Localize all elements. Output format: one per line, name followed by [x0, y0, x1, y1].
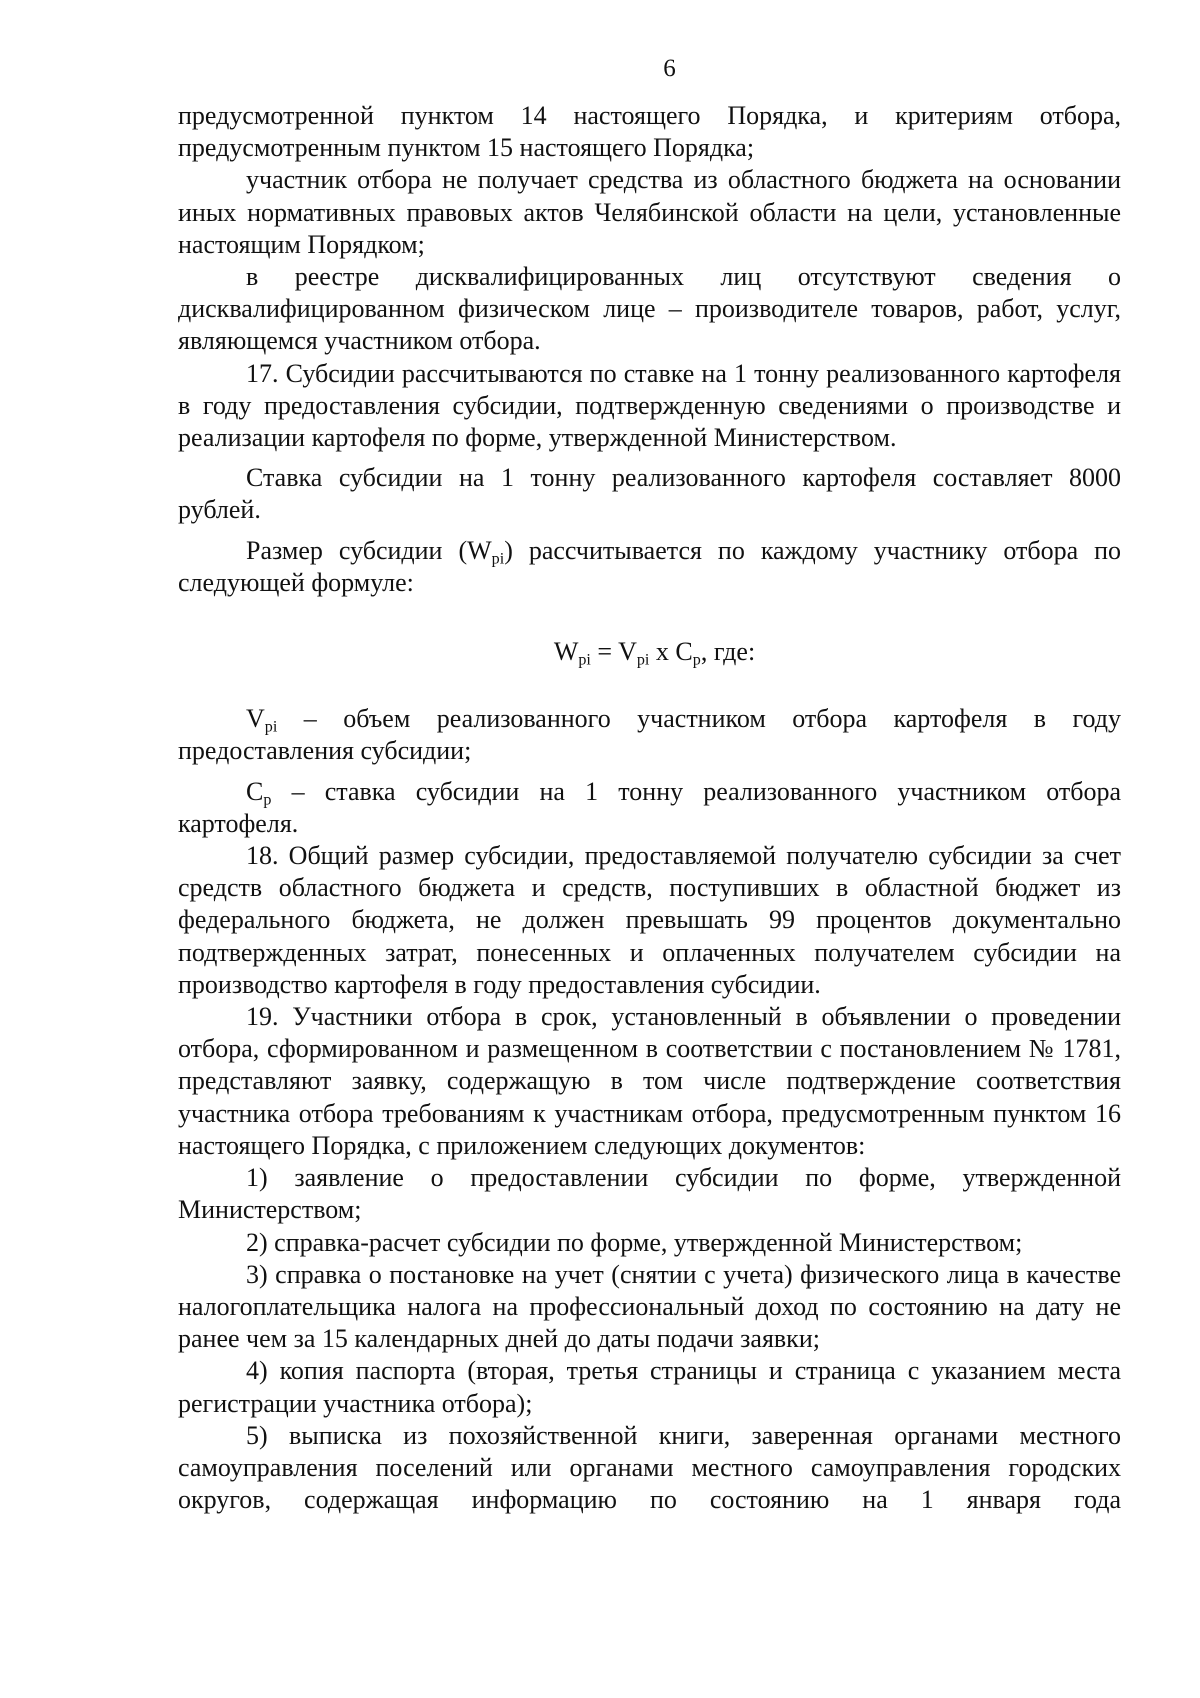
- definition-vpi-text: – объем реализованного участником отбора картофеля в году предоставления субсидии;: [178, 704, 1121, 766]
- paragraph-subsidy-rate: Ставка субсидии на 1 тонну реализованного картофеля составляет 8000 рублей.: [178, 463, 1121, 525]
- formula-w: W: [553, 637, 579, 667]
- formula-tail: , где:: [700, 637, 756, 667]
- paragraph-19: 19. Участники отбора в срок, установленный в объявлении о проведении отбора, сформированном и размещенном в соответствии с постановлением № 1781, представляют заявку, содержащую в том числе подтверждение соответствия участника отбора требованиям к участникам отбора, предусмотренным пунктом 16 настоящего Порядка, с приложением следующих документов:: [178, 1002, 1121, 1160]
- formula-times: x: [649, 637, 676, 667]
- paragraph-disqualified-registry: в реестре дисквалифицированных лиц отсутствуют сведения о дисквалифицированном физическом лице – производителе товаров, работ, услуг, являющемся участником отбора.: [178, 262, 1121, 356]
- formula-c-subscript: p: [692, 651, 701, 669]
- list-item-1: 1) заявление о предоставлении субсидии по форме, утвержденной Министерством;: [178, 1163, 1121, 1225]
- list-item-5: 5) выписка из похозяйственной книги, заверенная органами местного самоуправления поселений или органами местного самоуправления городских округов, содержащая информацию по состоянию на 1 января года: [178, 1420, 1121, 1515]
- definition-cp-subscript: p: [263, 791, 272, 809]
- formula: [178, 636, 1121, 668]
- paragraph-subsidy-size: [178, 535, 1121, 599]
- definition-vpi: [178, 703, 1121, 767]
- formula-equals: =: [590, 637, 619, 667]
- formula-c: C: [675, 637, 693, 667]
- list-item-3: 3) справка о постановке на учет (снятии с учета) физического лица в качестве налогоплательщика налога на профессиональный доход по состоянию на дату не ранее чем за 15 календарных дней до даты подачи заявки;: [178, 1259, 1121, 1354]
- formula-w-subscript: pi: [578, 651, 591, 669]
- subsidy-size-text-before: Размер субсидии (W: [246, 535, 492, 565]
- subsidy-size-text-after: ) рассчитывается по каждому участнику отбора по следующей формуле:: [178, 535, 1121, 597]
- page-number: 6: [663, 55, 676, 82]
- definition-cp: [178, 776, 1121, 840]
- subsidy-size-subscript: pi: [491, 550, 505, 568]
- paragraph-continuation: предусмотренной пунктом 14 настоящего Порядка, и критериям отбора, предусмотренным пунктом 15 настоящего Порядка;: [178, 101, 1121, 163]
- definition-cp-text: – ставка субсидии на 1 тонну реализованного участником отбора картофеля.: [178, 776, 1121, 838]
- definition-cp-symbol: C: [246, 776, 264, 806]
- paragraph-18: 18. Общий размер субсидии, предоставляемой получателю субсидии за счет средств областного бюджета и средств, поступивших в областной бюджет из федерального бюджета, не должен превышать 99 процентов документально подтвержденных затрат, понесенных и оплаченных получателем субсидии на производство картофеля в году предоставления субсидии.: [178, 841, 1121, 999]
- formula-v-subscript: pi: [636, 651, 650, 669]
- list-item-2: 2) справка-расчет субсидии по форме, утвержденной Министерством;: [246, 1227, 1023, 1257]
- paragraph-no-funds: участник отбора не получает средства из областного бюджета на основании иных нормативных правовых актов Челябинской области на цели, установленные настоящим Порядком;: [178, 165, 1121, 259]
- formula-v: V: [618, 637, 637, 667]
- list-item-4: 4) копия паспорта (вторая, третья страницы и страница с указанием места регистрации участника отбора);: [178, 1356, 1121, 1418]
- definition-vpi-subscript: pi: [264, 718, 278, 736]
- paragraph-17: 17. Субсидии рассчитываются по ставке на 1 тонну реализованного картофеля в году предоставления субсидии, подтвержденную сведениями о производстве и реализации картофеля по форме, утвержденной Министерством.: [178, 358, 1121, 453]
- document-body: [178, 100, 1121, 1516]
- definition-vpi-symbol: V: [246, 704, 265, 734]
